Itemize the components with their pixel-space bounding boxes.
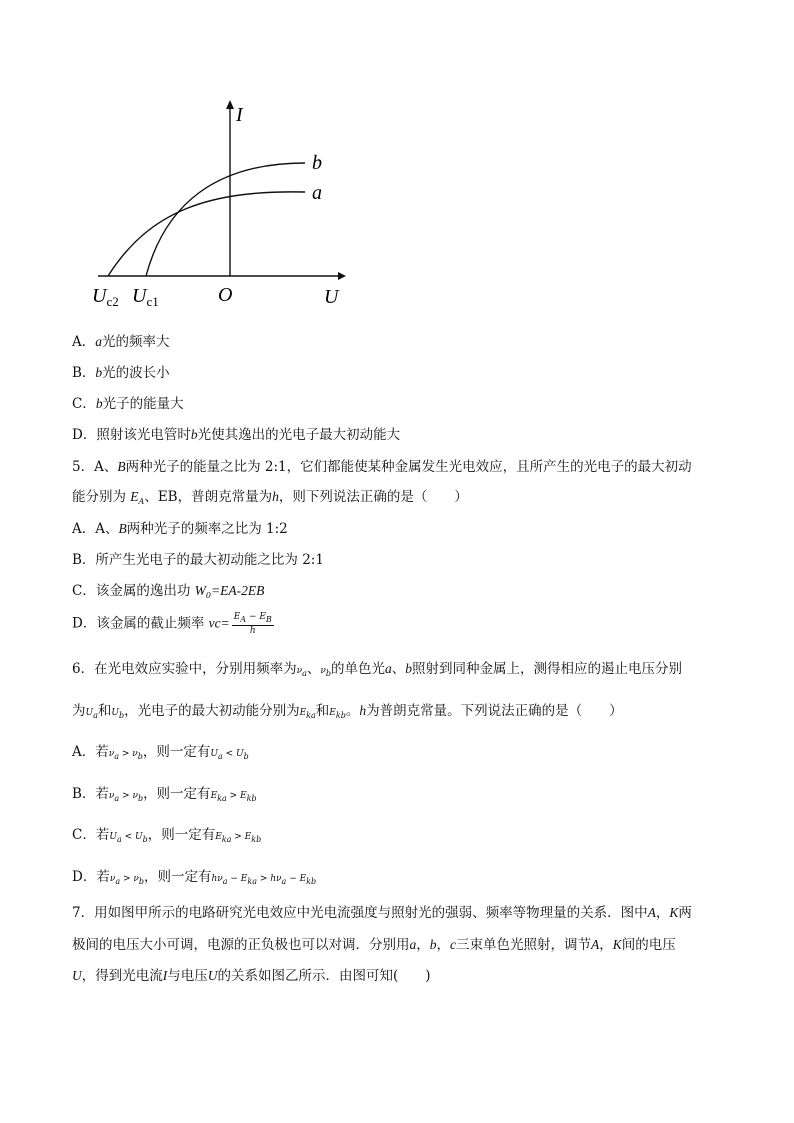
uc2-label: $U_{c2}$ (92, 285, 119, 309)
q4-option-b: B．b光的波长小 (72, 365, 170, 381)
q5-stem-line2: 能分别为 $E_A$、EB，普朗克常量为h，则下列说法正确的是（ ） (72, 489, 468, 506)
q6-option-b: B．若$\nu_a > \nu_b$，则一定有$E_{ka} > E_{kb}$ (72, 786, 257, 803)
q5-option-b: B．所产生光电子的最大初动能之比为 2:1 (72, 552, 324, 568)
curve-a (108, 192, 305, 276)
curve-b-label: b (312, 152, 322, 174)
x-axis-arrow (338, 272, 346, 280)
q7-stem-line1: 7．用如图甲所示的电路研究光电效应中光电流强度与照射光的强弱、频率等物理量的关系．图中A，K两 (72, 905, 692, 921)
q6-option-c: C．若$U_a < U_b$，则一定有$E_{ka} > E_{kb}$ (72, 827, 262, 844)
q4-option-a: A．a光的频率大 (72, 334, 170, 350)
curve-b (146, 163, 305, 276)
uc1-label: $U_{c1}$ (132, 285, 159, 309)
curve-a-label: a (312, 182, 322, 204)
q4-option-c: C．b光子的能量大 (72, 396, 184, 412)
q6-stem-line2: 为$U_a$和$U_b$，光电子的最大初动能分别为$E_{ka}$和$E_{kb}$。h为普朗克常量。下列说法正确的是（ ） (72, 703, 623, 720)
cutoff-frequency-fraction: $\frac{EA - EB}{h}$ (233, 612, 272, 636)
q5-option-c: C．该金属的逸出功 $W_0=EA-2EB$ (72, 583, 265, 600)
q5-stem-line1: 5．A、B两种光子的能量之比为 2:1，它们都能使某种金属发生光电效应，且所产生的光电子的最大初动 (72, 459, 692, 475)
q6-stem-line1: 6．在光电效应实验中，分别用频率为$\nu_a$、$\nu_b$的单色光a、b照射到同种金属上，测得相应的遏止电压分别 (72, 661, 682, 678)
x-axis-label: U (324, 286, 339, 308)
q5-option-a: A．A、B两种光子的频率之比为 1:2 (72, 521, 288, 537)
q5-option-d: D．该金属的截止频率 νc= $\frac{EA - EB}{h}$ (72, 612, 272, 636)
q4-option-d: D．照射该光电管时b光使其逸出的光电子最大初动能大 (72, 427, 401, 443)
q6-option-a: A．若$\nu_a > \nu_b$，则一定有$U_a < U_b$ (72, 744, 249, 761)
photoelectric-iu-graph (80, 95, 360, 315)
y-axis-arrow (226, 100, 234, 109)
y-axis-label: I (236, 104, 243, 126)
q7-stem-line2: 极间的电压大小可调，电源的正负极也可以对调．分别用a，b，c三束单色光照射，调节A，K间的电压 (72, 937, 676, 953)
q6-option-d: D．若$\nu_a > \nu_b$，则一定有$h\nu_a - E_{ka} > h\nu_a - E_{kb}$ (72, 869, 317, 886)
origin-label: O (218, 284, 233, 306)
q7-stem-line3: U，得到光电流I与电压U的关系如图乙所示．由图可知( ) (72, 968, 431, 984)
